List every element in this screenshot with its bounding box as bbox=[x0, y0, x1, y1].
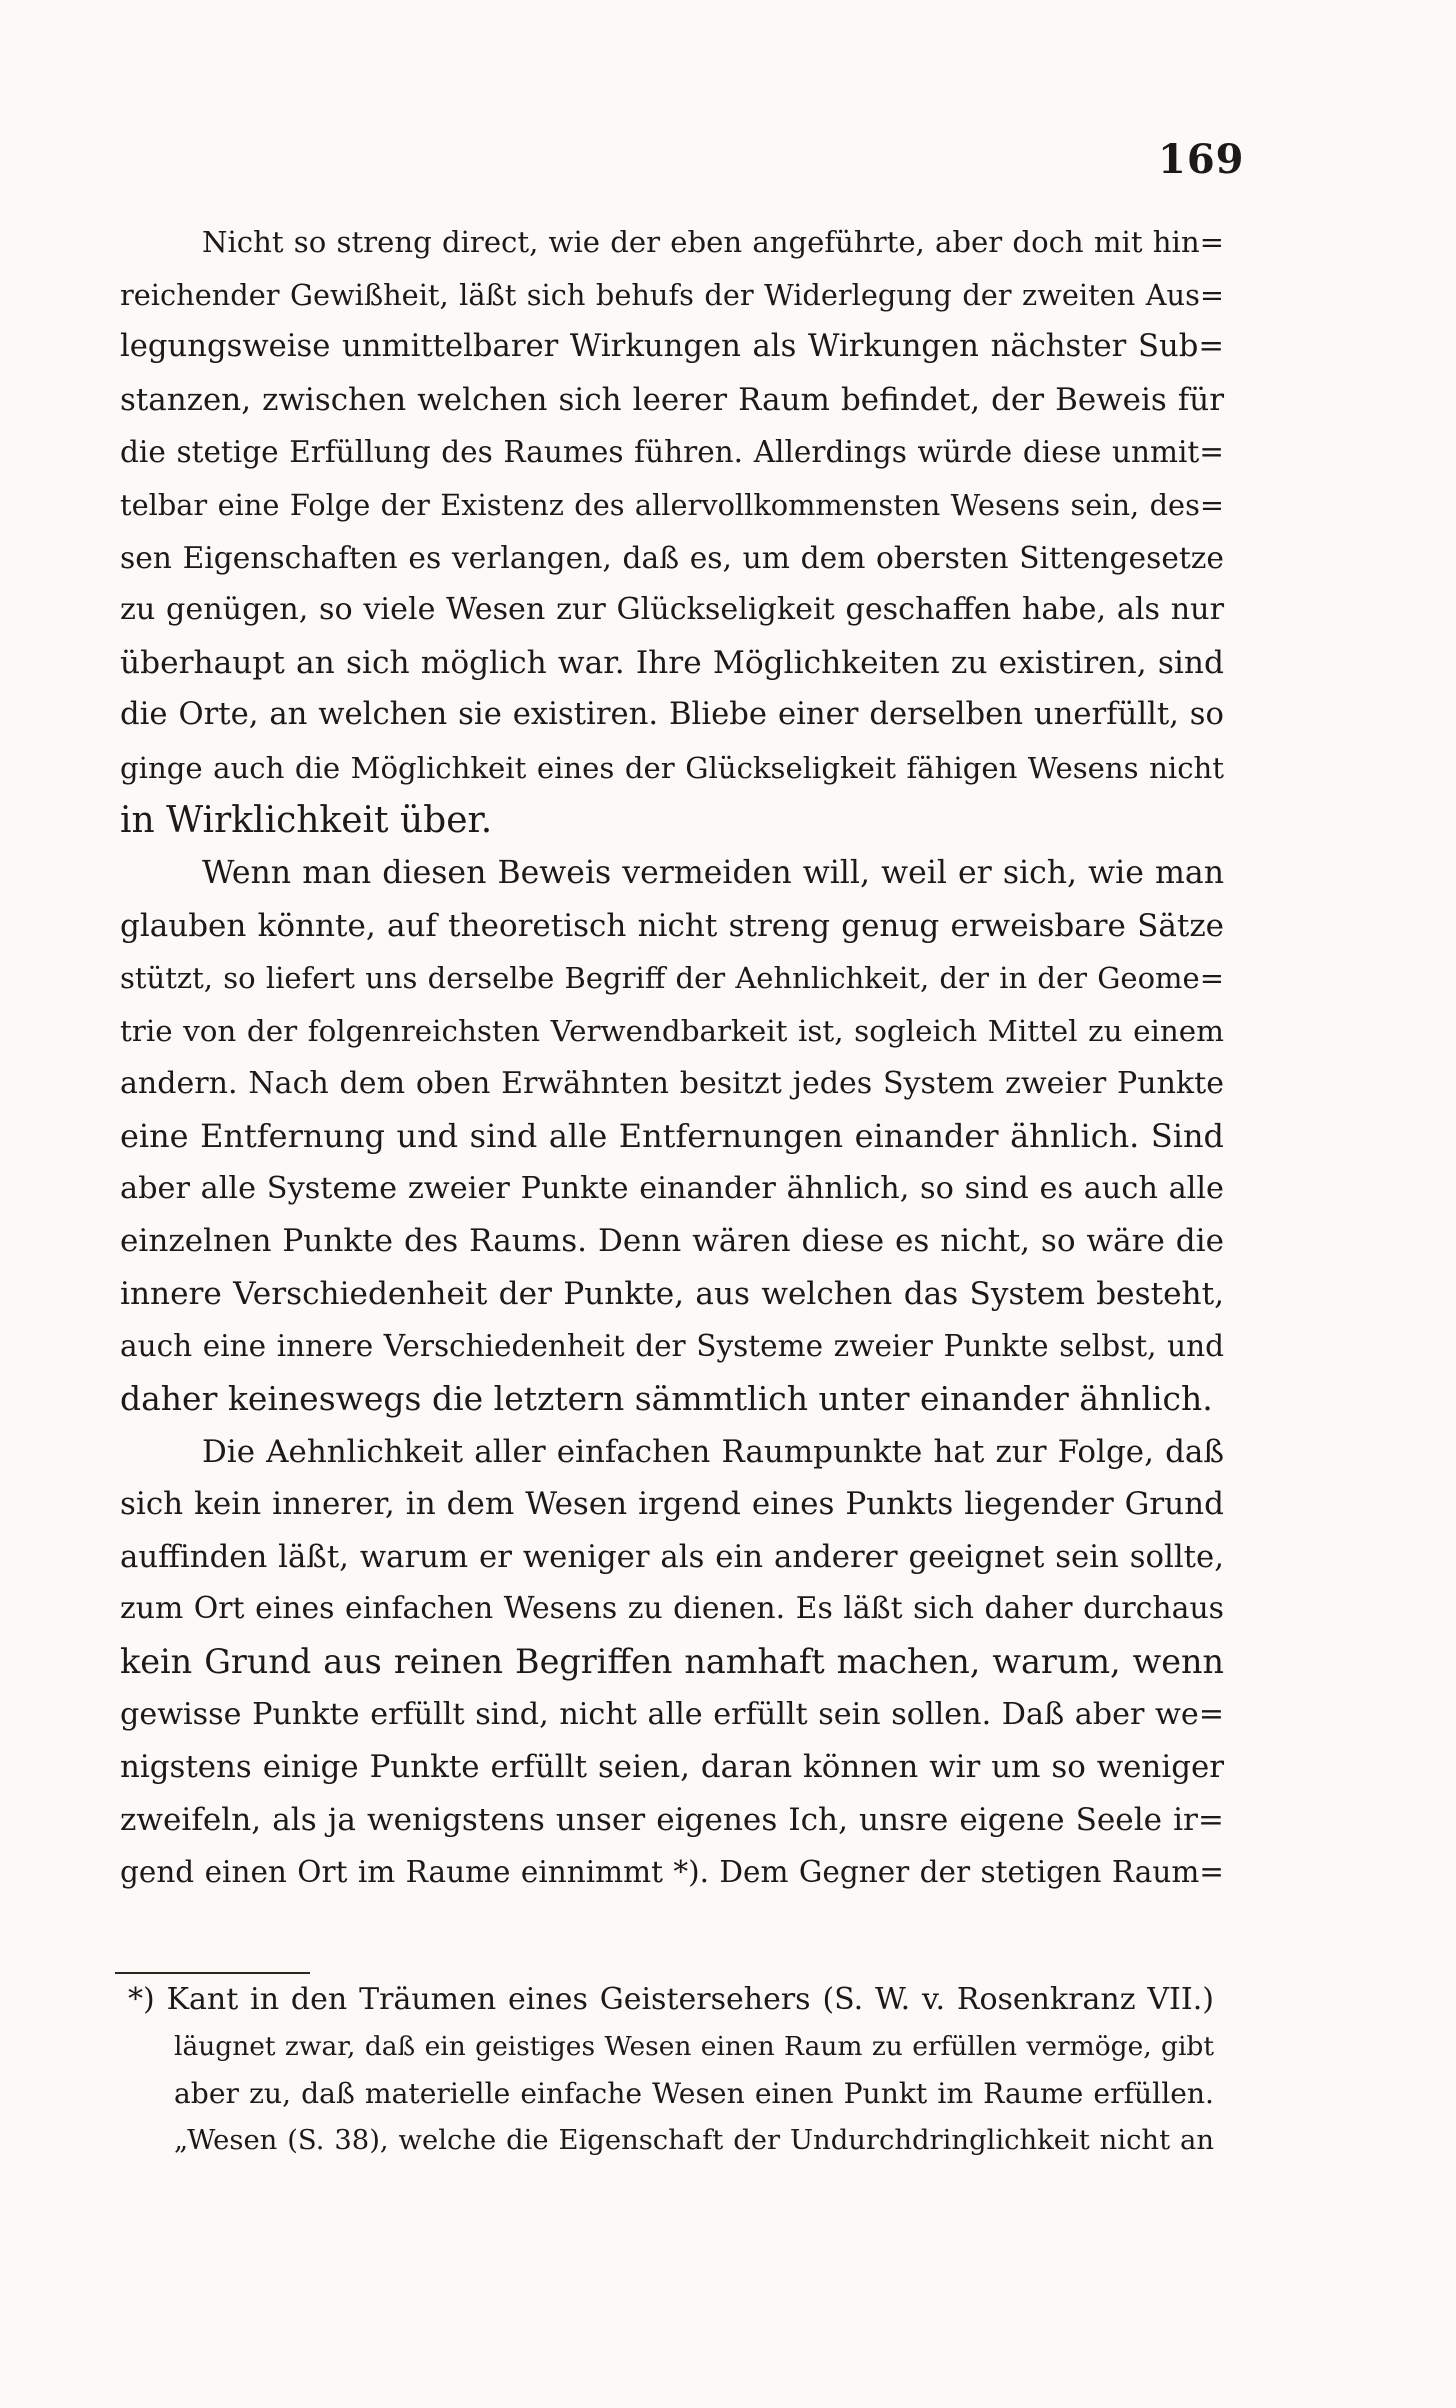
text-line: nigstens einige Punkte erfüllt seien, daran können wir um so weniger bbox=[120, 1749, 1224, 1786]
text-line: die stetige Erfüllung des Raumes führen. Allerdings würde diese unmit= bbox=[120, 435, 1224, 470]
text-line: auch eine innere Verschiedenheit der Systeme zweier Punkte selbst, und bbox=[120, 1329, 1224, 1364]
text-line: daher keineswegs die letztern sämmtlich unter einander ähnlich. bbox=[120, 1379, 1213, 1419]
text-line: reichender Gewißheit, läßt sich behufs der Widerlegung der zweiten Aus= bbox=[120, 277, 1224, 312]
text-line: einzelnen Punkte des Raums. Denn wären diese es nicht, so wäre die bbox=[120, 1223, 1224, 1260]
footnote-line: aber zu, daß materielle einfache Wesen einen Punkt im Raume erfüllen. bbox=[174, 2077, 1214, 2110]
text-line: Nicht so streng direct, wie der eben angeführte, aber doch mit hin= bbox=[202, 225, 1224, 259]
footnote bbox=[128, 1976, 1214, 2164]
text-line: sich kein innerer, in dem Wesen irgend eines Punkts liegender Grund bbox=[120, 1486, 1224, 1523]
text-line: trie von der folgenreichsten Verwendbarkeit ist, sogleich Mittel zu einem bbox=[120, 1013, 1224, 1048]
text-line: eine Entfernung und sind alle Entfernungen einander ähnlich. Sind bbox=[120, 1117, 1224, 1156]
text-line: zweifeln, als ja wenigstens unser eigenes Ich, unsre eigene Seele ir= bbox=[120, 1801, 1224, 1838]
text-line: kein Grund aus reinen Begriffen namhaft machen, warum, wenn bbox=[120, 1642, 1224, 1682]
page-number: 169 bbox=[1158, 136, 1245, 183]
text-line: auffinden läßt, warum er weniger als ein anderer geeignet sein sollte, bbox=[120, 1538, 1224, 1575]
text-line: gend einen Ort im Raume einnimmt *). Dem Gegner der stetigen Raum= bbox=[120, 1855, 1224, 1890]
text-line: überhaupt an sich möglich war. Ihre Möglichkeiten zu existiren, sind bbox=[120, 644, 1224, 681]
text-line: Wenn man diesen Beweis vermeiden will, weil er sich, wie man bbox=[202, 855, 1224, 892]
text-line: ginge auch die Möglichkeit eines der Glückseligkeit fähigen Wesens nicht bbox=[120, 750, 1224, 785]
paragraph-2 bbox=[120, 847, 1224, 1426]
text-line: gewisse Punkte erfüllt sind, nicht alle erfüllt sein sollen. Daß aber we= bbox=[120, 1696, 1224, 1732]
text-line: legungsweise unmittelbarer Wirkungen als Wirkungen nächster Sub= bbox=[120, 329, 1224, 365]
footnote-line: läugnet zwar, daß ein geistiges Wesen einen Raum zu erfüllen vermöge, gibt bbox=[174, 2031, 1214, 2062]
text-line: Die Aehnlichkeit aller einfachen Raumpunkte hat zur Folge, daß bbox=[202, 1433, 1224, 1470]
footnote-line: „Wesen (S. 38), welche die Eigenschaft der Undurchdringlichkeit nicht an bbox=[174, 2125, 1214, 2156]
text-line: in Wirklichkeit über. bbox=[120, 799, 493, 841]
text-line: innere Verschiedenheit der Punkte, aus welchen das System besteht, bbox=[120, 1275, 1224, 1312]
text-line: glauben könnte, auf theoretisch nicht streng genug erweisbare Sätze bbox=[120, 907, 1224, 944]
text-line: telbar eine Folge der Existenz des allervollkommensten Wesens sein, des= bbox=[120, 487, 1224, 522]
text-line: zu genügen, so viele Wesen zur Glückseligkeit geschaffen habe, als nur bbox=[120, 592, 1224, 628]
text-line: sen Eigenschaften es verlangen, daß es, um dem obersten Sittengesetze bbox=[120, 539, 1224, 575]
text-line: stanzen, zwischen welchen sich leerer Raum befindet, der Beweis für bbox=[120, 381, 1224, 418]
footnote-line: *) Kant in den Träumen eines Geistersehers (S. W. v. Rosenkranz VII.) bbox=[128, 1982, 1214, 2017]
footnote-divider bbox=[115, 1972, 310, 1974]
text-line: aber alle Systeme zweier Punkte einander ähnlich, so sind es auch alle bbox=[120, 1170, 1224, 1206]
paragraph-3 bbox=[120, 1426, 1224, 1899]
text-line: stützt, so liefert uns derselbe Begriff der Aehnlichkeit, der in der Geome= bbox=[120, 961, 1224, 996]
text-line: andern. Nach dem oben Erwähnten besitzt jedes System zweier Punkte bbox=[120, 1065, 1224, 1101]
paragraph-1 bbox=[120, 216, 1224, 847]
main-text bbox=[120, 216, 1224, 1899]
text-line: zum Ort eines einfachen Wesens zu dienen. Es läßt sich daher durchaus bbox=[120, 1591, 1224, 1627]
text-line: die Orte, an welchen sie existiren. Bliebe einer derselben unerfüllt, so bbox=[120, 697, 1224, 733]
